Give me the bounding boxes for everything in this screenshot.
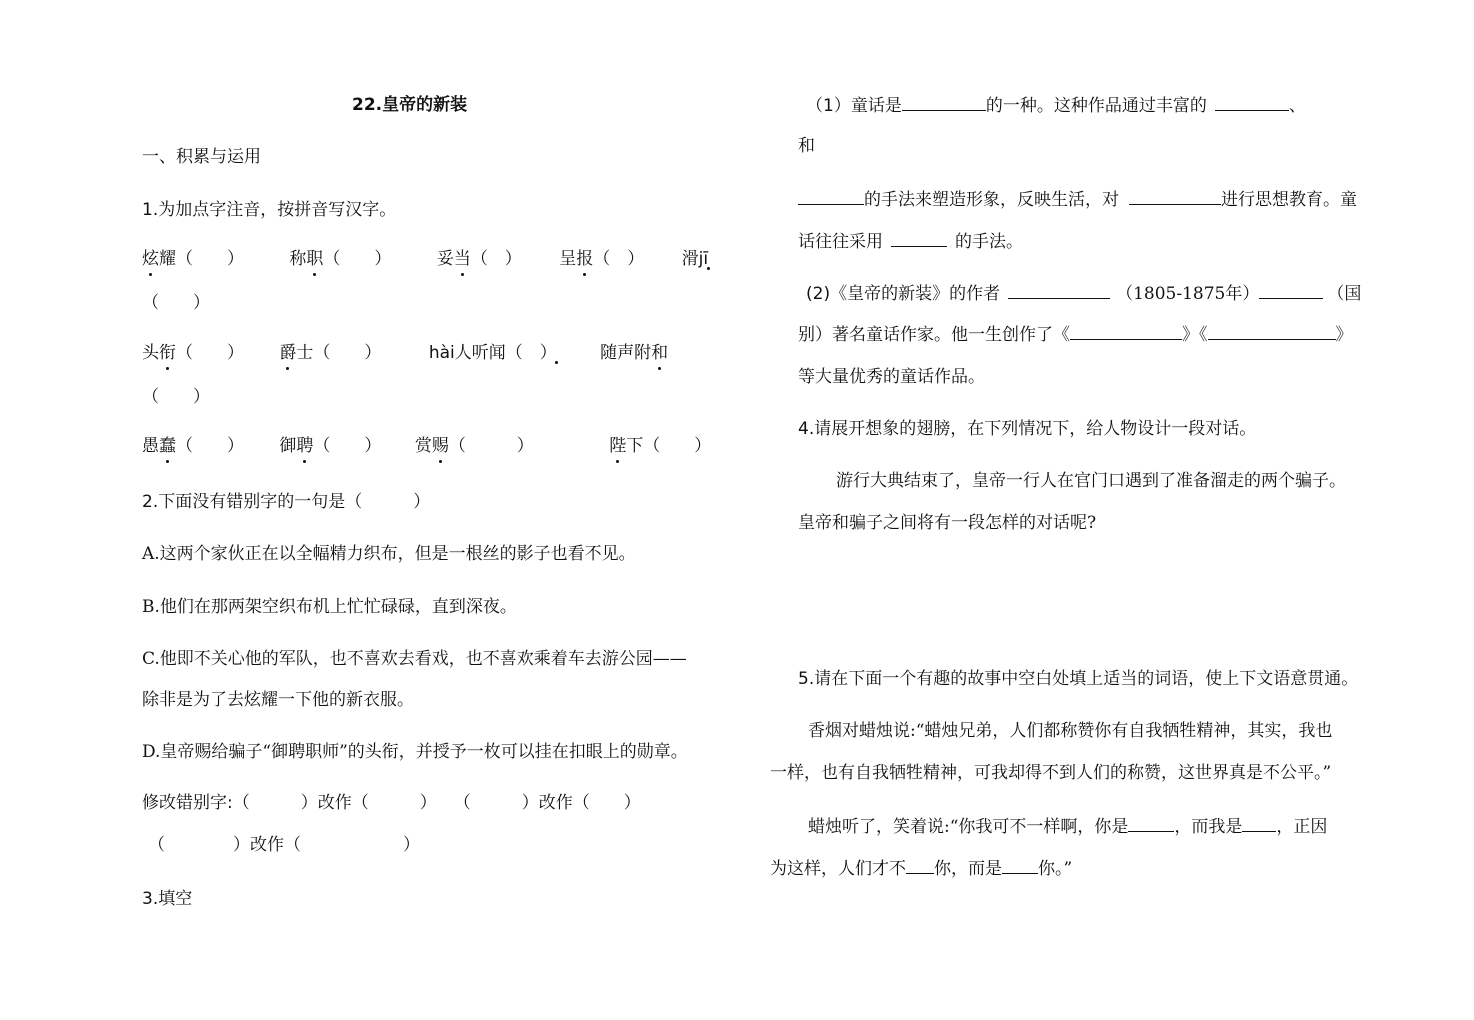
q2-option-c-line2: 除非是为了去炫耀一下他的新衣服。 (142, 690, 414, 710)
q4-para2: 皇帝和骗子之间将有一段怎样的对话呢? (798, 513, 1097, 533)
q1-item: 爵士（ ） (279, 343, 382, 363)
q5-para4: 为这样，人们才不 你，而是 你。” (770, 859, 1073, 879)
q1-item: 炫耀（ ） (142, 249, 244, 269)
q1-row2 (142, 342, 668, 364)
q1-item: 陛下（ ） (609, 436, 712, 456)
q2-option-b: B.他们在那两架空织布机上忙忙碌碌，直到深夜。 (142, 597, 517, 617)
q5-prompt: 5.请在下面一个有趣的故事中空白处填上适当的词语，使上下文语意贯通。 (798, 669, 1359, 689)
q1-prompt: 1.为加点字注音，按拼音写汉字。 (142, 200, 397, 220)
answer-blank[interactable] (1070, 323, 1182, 340)
q2-fix-line1: 修改错别字:（ ）改作（ ） （ ）改作（ ） (142, 793, 641, 813)
q2-option-c-line1: C.他即不关心他的军队，也不喜欢去看戏，也不喜欢乘着车去游公园—— (142, 649, 687, 669)
q3-line7: 等大量优秀的童话作品。 (798, 367, 985, 387)
q1-item: 称职（ ） (289, 249, 392, 269)
q1-item: 妥当（ ） (436, 249, 522, 269)
q1-item: 滑jī (681, 249, 709, 269)
page-title: 22.皇帝的新装 (352, 95, 468, 115)
q4-para1: 游行大典结束了，皇帝一行人在官门口遇到了准备溜走的两个骗子。 (836, 471, 1346, 491)
q1-item: 御聘（ ） (279, 436, 382, 456)
q1-item: 随声附和 (600, 343, 669, 363)
q3-line3: 的手法来塑造形象，反映生活，对 进行思想教育。童 (798, 188, 1357, 211)
q5-para2: 一样，也有自我牺牲精神，可我却得不到人们的称赞，这世界真是不公平。” (770, 763, 1332, 783)
answer-blank[interactable] (906, 857, 934, 874)
q1-item: 愚蠢（ ） (142, 436, 244, 456)
q1-item: 头衔（ ） (142, 343, 244, 363)
q2-option-a: A.这两个家伙正在以全幅精力织布，但是一根丝的影子也看不见。 (142, 544, 636, 564)
section-heading: 一、积累与运用 (142, 147, 261, 167)
answer-blank[interactable] (1242, 815, 1276, 832)
answer-blank[interactable] (1259, 282, 1323, 299)
q2-fix-line2: （ ）改作（ ） (148, 835, 420, 855)
answer-blank[interactable] (891, 230, 947, 247)
q1-item: hài人听闻（ ） (428, 343, 557, 363)
q5-para3: 蜡烛听了，笑着说:“你我可不一样啊，你是 ，而我是 ，正因 (808, 817, 1328, 837)
answer-blank[interactable] (798, 188, 864, 205)
q1-row3 (142, 435, 711, 457)
q1-row1 (142, 248, 708, 270)
q1-row2-cont: （ ） (142, 387, 210, 407)
q3-line6: 别）著名童话作家。他一生创作了《 》《 》 (798, 325, 1353, 345)
q2-option-d: D.皇帝赐给骗子“御聘职师”的头衔，并授予一枚可以挂在扣眼上的勋章。 (142, 742, 688, 762)
answer-blank[interactable] (902, 94, 986, 111)
q3-prompt: 3.填空 (142, 889, 193, 909)
q1-item: 呈报（ ） (559, 249, 645, 269)
answer-blank[interactable] (1215, 94, 1289, 111)
answer-blank[interactable] (1008, 282, 1110, 299)
answer-blank[interactable] (1128, 815, 1174, 832)
q5-para1: 香烟对蜡烛说:“蜡烛兄弟，人们都称赞你有自我牺牲精神，其实，我也 (808, 721, 1333, 741)
answer-blank[interactable] (1129, 188, 1221, 205)
q1-item: 赏赐（ ） (414, 436, 534, 456)
q2-prompt: 2.下面没有错别字的一句是（ ） (142, 492, 431, 512)
q4-prompt: 4.请展开想象的翅膀，在下列情况下，给人物设计一段对话。 (798, 419, 1257, 439)
q3-line5: (2)《皇帝的新装》的作者 （1805-1875年） （国 (806, 284, 1362, 304)
answer-blank[interactable] (1208, 323, 1336, 340)
answer-blank[interactable] (1002, 857, 1038, 874)
q3-line2: 和 (798, 136, 815, 156)
q3-line1: （1）童话是 的一种。这种作品通过丰富的 、 (806, 96, 1306, 116)
q1-row1-cont: （ ） (142, 293, 210, 313)
q3-line4: 话往往采用 的手法。 (798, 232, 1023, 252)
